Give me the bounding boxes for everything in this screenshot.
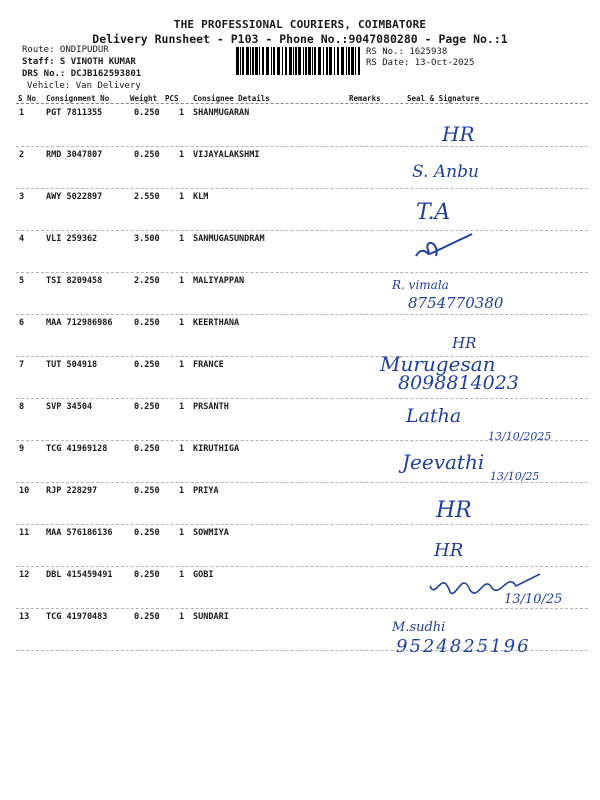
cell-pcs: 1 [179,570,185,580]
row-divider [16,608,588,609]
table-row [0,192,600,234]
cell-consignment: AWY 5022897 [46,192,103,202]
cell-pcs: 1 [179,486,185,496]
signature-row-5-name: R. vimala [392,278,449,292]
cell-weight: 2.250 [134,276,160,286]
cell-consignment: PGT 7811355 [46,108,103,118]
col-sno: S No [18,94,37,103]
cell-weight: 0.250 [134,528,160,538]
row-divider [16,398,588,399]
drs-label: DRS No.: DCJB162593801 [22,69,142,79]
cell-pcs: 1 [179,276,185,286]
cell-consignment: TCG 41969128 [46,444,108,454]
table-row [0,486,600,528]
cell-weight: 0.250 [134,108,160,118]
table-row [0,276,600,318]
vehicle-label: Vehicle: Van Delivery [27,81,141,91]
cell-consignee: KEERTHANA [193,318,240,328]
cell-consignment: RMD 3047807 [46,150,103,160]
cell-weight: 0.250 [134,402,160,412]
signature-row-13-phone: 9524825196 [396,636,531,657]
staff-label: Staff: S VINOTH KUMAR [22,57,136,67]
cell-pcs: 1 [179,402,185,412]
signature-row-13-name: M.sudhi [392,620,446,635]
cell-consignee: KLM [193,192,209,202]
cell-sno: 5 [19,276,25,286]
cell-consignee: MALIYAPPAN [193,276,245,286]
cell-consignment: MAA 576186136 [46,528,113,538]
col-pcs: PCS [165,94,179,103]
route-label: Route: ONDIPUDUR [22,45,109,55]
signature-row-4-scribble [410,232,480,264]
cell-consignee: SUNDARI [193,612,229,622]
cell-weight: 0.250 [134,360,160,370]
cell-weight: 0.250 [134,612,160,622]
cell-consignee: SHANMUGARAN [193,108,250,118]
signature-row-11: HR [434,540,464,561]
signature-row-7-phone: 8098814023 [398,372,519,394]
cell-consignment: TCG 41970483 [46,612,108,622]
cell-sno: 1 [19,108,25,118]
signature-row-7-initials: HR [452,334,477,352]
table-row [0,234,600,276]
cell-pcs: 1 [179,234,185,244]
signature-row-8-name: Latha [406,405,462,427]
rs-number: RS No.: 1625938 [366,47,448,57]
company-title: THE PROFESSIONAL COURIERS, COIMBATORE [173,18,427,31]
cell-sno: 11 [19,528,30,538]
cell-consignment: VLI 259362 [46,234,98,244]
signature-row-10: HR [436,498,472,523]
cell-consignment: DBL 415459491 [46,570,113,580]
cell-consignee: KIRUTHIGA [193,444,240,454]
cell-weight: 0.250 [134,318,160,328]
cell-consignment: RJP 228297 [46,486,98,496]
cell-pcs: 1 [179,192,185,202]
col-weight: Weight [130,94,158,103]
signature-row-12-date: 13/10/25 [504,592,563,607]
row-divider [16,272,588,273]
cell-consignee: SOWMIYA [193,528,229,538]
row-divider [16,230,588,231]
row-divider [16,314,588,315]
col-consignee: Consignee Details [193,94,270,103]
cell-pcs: 1 [179,150,185,160]
signature-row-9: Jeevathi [402,450,485,474]
cell-sno: 13 [19,612,30,622]
cell-weight: 2.550 [134,192,160,202]
cell-consignment: TUT 504918 [46,360,98,370]
cell-weight: 0.250 [134,570,160,580]
cell-consignee: FRANCE [193,360,224,370]
cell-sno: 12 [19,570,30,580]
table-row [0,108,600,150]
cell-pcs: 1 [179,612,185,622]
barcode [236,47,362,75]
row-divider [16,146,588,147]
cell-consignee: VIJAYALAKSHMI [193,150,260,160]
cell-consignee: PRIYA [193,486,219,496]
table-row [0,318,600,360]
cell-sno: 3 [19,192,25,202]
cell-consignment: MAA 712986986 [46,318,113,328]
cell-sno: 10 [19,486,30,496]
cell-pcs: 1 [179,528,185,538]
cell-sno: 2 [19,150,25,160]
cell-weight: 0.250 [134,150,160,160]
table-row [0,150,600,192]
row-divider [16,188,588,189]
runsheet-title: Delivery Runsheet - P103 - Phone No.:9047080280 - Page No.:1 [92,32,508,46]
cell-consignment: TSI 8209458 [46,276,103,286]
cell-sno: 8 [19,402,25,412]
cell-sno: 9 [19,444,25,454]
cell-pcs: 1 [179,108,185,118]
row-divider [16,524,588,525]
cell-consignee: SANMUGASUNDRAM [193,234,265,244]
cell-pcs: 1 [179,318,185,328]
col-seal-signature: Seal & Signature [407,94,480,103]
rs-date: RS Date: 13-Oct-2025 [366,58,475,68]
cell-sno: 4 [19,234,25,244]
cell-weight: 3.500 [134,234,160,244]
col-consignment: Consignment No [46,94,110,103]
cell-pcs: 1 [179,444,185,454]
cell-consignee: PRSANTH [193,402,229,412]
cell-pcs: 1 [179,360,185,370]
header-divider [16,103,588,104]
signature-row-8-date: 13/10/2025 [488,430,552,443]
signature-row-1: HR [442,122,475,146]
cell-weight: 0.250 [134,444,160,454]
cell-consignment: SVP 34504 [46,402,93,412]
signature-row-2: S. Anbu [412,162,479,182]
cell-sno: 6 [19,318,25,328]
signature-row-5-phone: 8754770380 [408,294,504,312]
cell-consignee: GOBI [193,570,214,580]
cell-weight: 0.250 [134,486,160,496]
row-divider [16,356,588,357]
signature-row-7-name: Murugesan [380,352,496,376]
col-remarks: Remarks [349,94,381,103]
signature-row-3: T.A [416,200,451,225]
cell-sno: 7 [19,360,25,370]
signature-row-9-date: 13/10/25 [490,470,540,483]
